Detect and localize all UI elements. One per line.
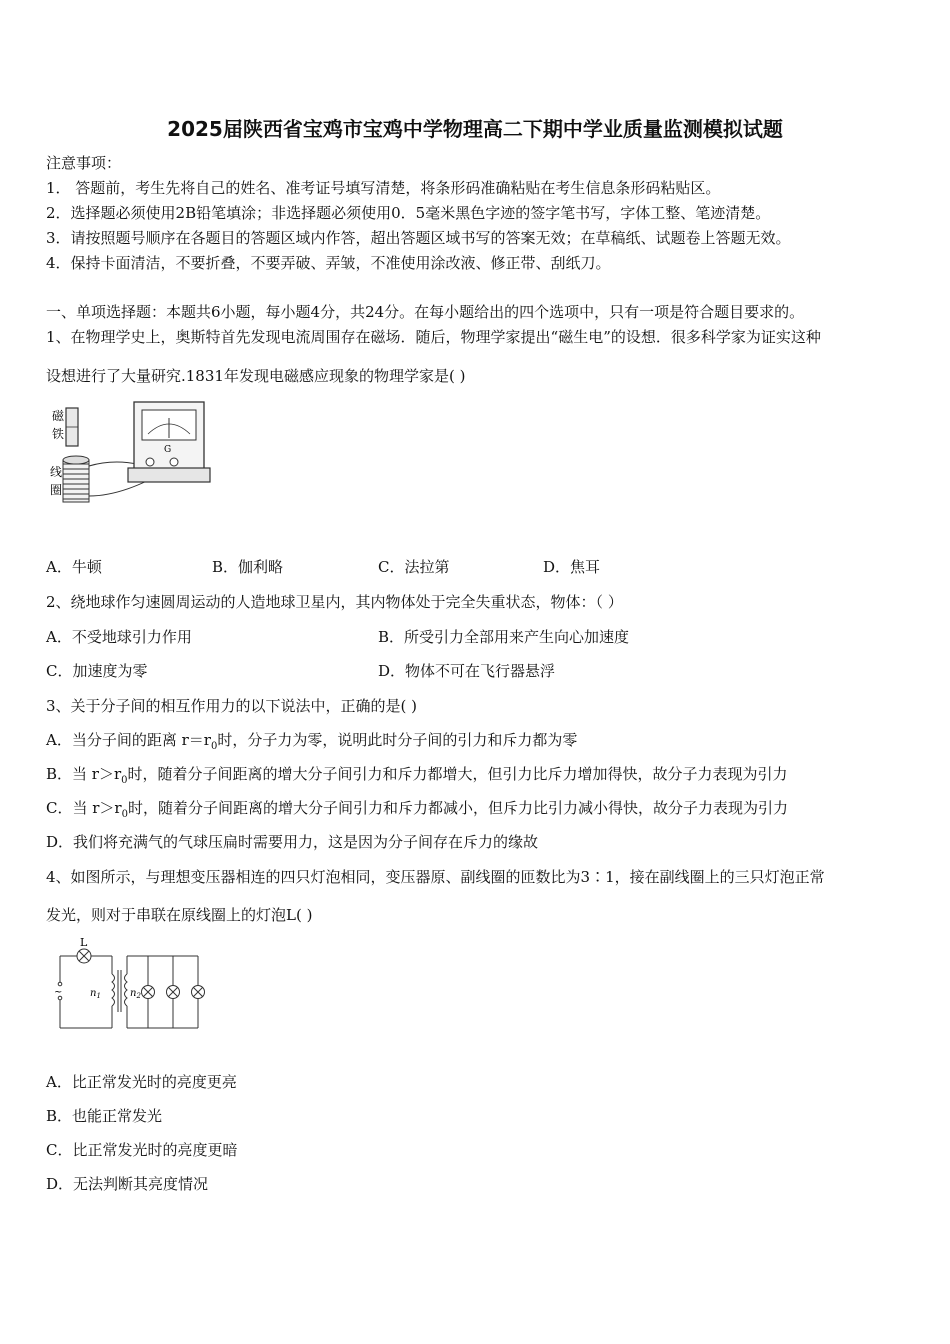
q3-option-a[interactable] bbox=[46, 729, 577, 752]
option-text: 时，分子力为零，说明此时分子间的引力和斥力都为零 bbox=[217, 731, 578, 749]
q3-option-d[interactable]: D．我们将充满气的气球压扁时需要用力，这是因为分子间存在斥力的缘故 bbox=[46, 833, 539, 851]
notice-item: 3．请按照题号顺序在各题目的答题区域内作答，超出答题区域书写的答案无效；在草稿纸、试题卷上答题无效。 bbox=[46, 229, 791, 247]
q1-option-b[interactable]: B．伽利略 bbox=[212, 558, 284, 576]
magnet-label-1: 磁 bbox=[52, 409, 65, 423]
lamp-icon bbox=[192, 986, 205, 999]
magnet-label-2: 铁 bbox=[52, 427, 65, 441]
q2-option-c[interactable]: C．加速度为零 bbox=[46, 662, 148, 680]
q4-option-b[interactable]: B．也能正常发光 bbox=[46, 1107, 163, 1125]
q4-circuit-figure bbox=[50, 934, 220, 1034]
q4-stem-line2: 发光，则对于串联在原线圈上的灯泡L( ) bbox=[46, 906, 313, 924]
q3-stem: 3、关于分子间的相互作用力的以下说法中，正确的是( ) bbox=[46, 697, 418, 715]
page-title: 2025届陕西省宝鸡市宝鸡中学物理高二下期中学业质量监测模拟试题 bbox=[167, 117, 783, 141]
terminal-icon bbox=[58, 982, 62, 986]
notice-item: 1． 答题前，考生先将自己的姓名、准考证号填写清楚，将条形码准确粘贴在考生信息条形码粘贴区。 bbox=[46, 179, 721, 197]
galvanometer bbox=[128, 402, 210, 482]
notice-item: 2．选择题必须使用2B铅笔填涂；非选择题必须使用0．5毫米黑色字迹的签字笔书写，字体工整、笔迹清楚。 bbox=[46, 204, 771, 222]
secondary-coil-label: $n_2$ bbox=[130, 988, 141, 1000]
terminal-icon bbox=[170, 458, 178, 466]
q1-option-c[interactable]: C．法拉第 bbox=[378, 558, 450, 576]
q2-option-d[interactable]: D．物体不可在飞行器悬浮 bbox=[378, 662, 556, 680]
q1-stem-line2: 设想进行了大量研究.1831年发现电磁感应现象的物理学家是( ) bbox=[46, 367, 466, 385]
lamp-label: L bbox=[80, 936, 88, 949]
meter-mark: G bbox=[164, 445, 172, 455]
notice-heading: 注意事项： bbox=[46, 154, 122, 172]
q4-option-c[interactable]: C．比正常发光时的亮度更暗 bbox=[46, 1141, 238, 1159]
section-heading: 一、单项选择题：本题共6小题，每小题4分，共24分。在每小题给出的四个选项中，只有一项是符合题目要求的。 bbox=[46, 303, 805, 321]
option-text: A．当分子间的距离 r＝r bbox=[46, 731, 211, 749]
q2-option-a[interactable]: A．不受地球引力作用 bbox=[46, 628, 192, 646]
option-text: B．当 r＞r bbox=[46, 765, 122, 783]
subscript: 0 bbox=[121, 809, 128, 820]
q3-option-b[interactable] bbox=[46, 763, 788, 786]
q2-stem: 2、绕地球作匀速圆周运动的人造地球卫星内，其内物体处于完全失重状态，物体：（ ） bbox=[46, 593, 623, 611]
lamp-icon bbox=[167, 986, 180, 999]
q4-option-a[interactable]: A．比正常发光时的亮度更亮 bbox=[46, 1073, 237, 1091]
coil-label-2: 圈 bbox=[50, 483, 63, 497]
q1-figure bbox=[46, 396, 216, 516]
primary-coil-label: $n_1$ bbox=[90, 988, 101, 1000]
q4-stem-line1: 4、如图所示，与理想变压器相连的四只灯泡相同，变压器原、副线圈的匝数比为3∶1，接在副线圈上的三只灯泡正常 bbox=[46, 868, 825, 886]
q1-stem-line1: 1、在物理学史上，奥斯特首先发现电流周围存在磁场．随后，物理学家提出“磁生电”的设想．很多科学家为证实这种 bbox=[46, 328, 821, 346]
option-text: 时，随着分子间距离的增大分子间引力和斥力都减小，但斥力比引力减小得快，故分子力表现为引力 bbox=[127, 799, 788, 817]
notice-item: 4．保持卡面清洁，不要折叠，不要弄破、弄皱，不准使用涂改液、修正带、刮纸刀。 bbox=[46, 254, 611, 272]
q1-option-a[interactable]: A．牛顿 bbox=[46, 558, 102, 576]
coil bbox=[63, 456, 89, 502]
q3-option-c[interactable] bbox=[46, 797, 788, 820]
subscript: 0 bbox=[210, 741, 218, 752]
option-text: 时，随着分子间距离的增大分子间引力和斥力都增大，但引力比斥力增加得快，故分子力表现为引力 bbox=[127, 765, 788, 783]
lamp-icon bbox=[77, 949, 91, 963]
subscript: 0 bbox=[121, 775, 128, 786]
coil-label-1: 线 bbox=[50, 465, 63, 479]
option-text: C．当 r＞r bbox=[46, 799, 122, 817]
q2-option-b[interactable]: B．所受引力全部用来产生向心加速度 bbox=[378, 628, 630, 646]
lamp-icon bbox=[142, 986, 155, 999]
q1-option-d[interactable]: D．焦耳 bbox=[543, 558, 601, 576]
q4-option-d[interactable]: D．无法判断其亮度情况 bbox=[46, 1175, 209, 1193]
terminal-icon bbox=[146, 458, 154, 466]
ac-source-symbol: ~ bbox=[54, 987, 63, 998]
